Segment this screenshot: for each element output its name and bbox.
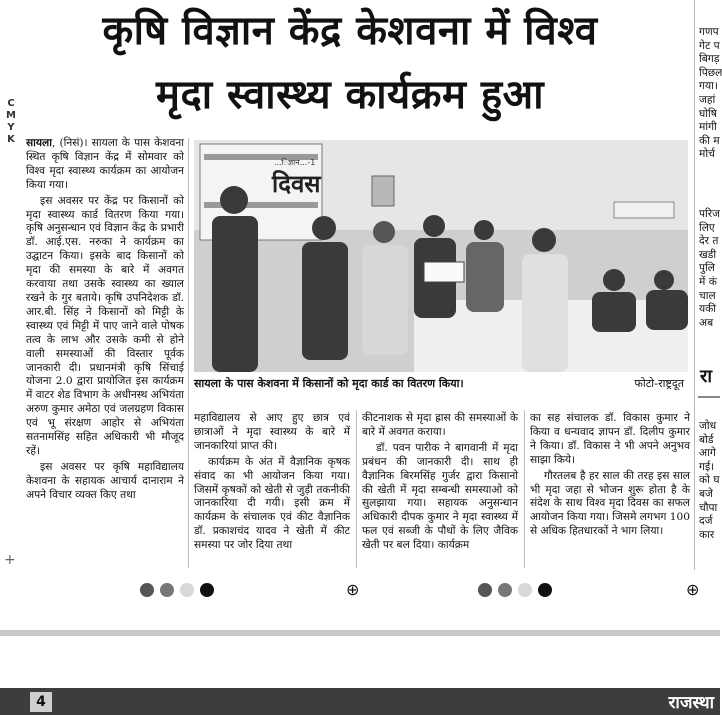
body-paragraph: डॉ. पवन पारीक ने बागवानी में मृदा प्रबंधन की जानकारी दी। साथ ही वैज्ञानिक बिरमसिंह गुर्जर द्वारा किसानो की खेती में मृदा सम्बन्धी समस्याओ को सुलझाया गया। सहायक अनुसन्धान अधिकारी दीपक कुमार ने मृदा स्वास्थ्य में फल एवं सब्जी के पौधों के लिए जैविक खेती पर बल दिया। कार्यक्रम: [362, 441, 518, 552]
crosshair-icon: ⊕: [346, 580, 360, 599]
body-paragraph: का सह संचालक डॉ. विकास कुमार ने किया व धन्यवाद ज्ञापन डॉ. दिलीप कुमार ने किया। डॉ. विकास ने भी अपने अनुभव साझा किये।: [530, 412, 690, 466]
article-column-2: [194, 412, 350, 555]
fragment-line: जोध: [699, 420, 717, 432]
fragment-line: को घ: [699, 474, 720, 487]
fragment-line: बोर्ड: [699, 433, 714, 446]
fragment-line: यकी: [699, 303, 717, 316]
adjacent-story-heading: रा: [700, 366, 713, 387]
footer-bar: [0, 688, 720, 715]
lead-text: , (निसं)। सायला के पास केशवना स्थित कृषि विज्ञान केंद्र में सोमवार को विश्व मृदा स्वास्थ्य कार्यक्रम का आयोजन किया गया।: [26, 137, 184, 191]
page-number: 4: [30, 692, 52, 712]
adjacent-story-middle: [699, 208, 720, 330]
fragment-line: घोषि: [699, 107, 717, 120]
color-dots-right: [478, 582, 558, 598]
column-rule: [188, 138, 189, 568]
adjacent-rule: [698, 396, 720, 398]
fragment-line: में कं: [699, 275, 717, 288]
color-dots-left: [140, 582, 220, 598]
fragment-line: आगे: [699, 447, 716, 460]
fragment-line: परिज: [699, 208, 720, 220]
fragment-line: गेट प: [699, 39, 720, 52]
body-paragraph: कीटनाशक से मृदा ह्रास की समस्याओं के बारे में अवगत कराया।: [362, 412, 518, 438]
photo-credit: फोटो-राष्ट्रदूत: [634, 377, 684, 390]
dot-icon: [160, 583, 174, 597]
reg-y: Y: [7, 122, 15, 133]
fragment-line: चौपा: [699, 501, 718, 514]
footer-section-name: राजस्था: [668, 693, 714, 713]
column-rule: [356, 410, 357, 568]
fragment-line: चाल: [699, 289, 716, 302]
fragment-line: मोर्च: [699, 148, 715, 161]
fragment-line: पुलि: [699, 262, 715, 275]
dot-icon: [478, 583, 492, 597]
fragment-line: की म: [699, 134, 720, 147]
dot-icon: [498, 583, 512, 597]
page-gutter-rule: [0, 630, 720, 636]
dot-icon: [140, 583, 154, 597]
fragment-line: गणप: [699, 26, 719, 38]
fragment-line: दर्ज: [699, 515, 713, 528]
photo-caption-bar: [194, 374, 688, 394]
body-paragraph: गौरतलब है हर साल की तरह इस साल भी मृदा जहा से भोजन शुरू होता है के संदेश के साथ विश्व मृदा दिवस का सफल आयोजन किया गया। जिसमे लगभग 100 से अधिक हितधारकों ने भाग लिया।: [530, 469, 690, 538]
reg-m: M: [6, 110, 16, 121]
article-column-1: [26, 137, 184, 505]
column-rule: [694, 0, 695, 570]
fragment-line: जहां: [699, 93, 716, 106]
body-paragraph: इस अवसर पर कृषि महाविद्यालय केशवना के सहायक आचार्य दानाराम ने अपने विचार व्यक्त किए तथा: [26, 460, 184, 501]
event-photo: [194, 140, 688, 372]
article-column-3: [362, 412, 518, 555]
fragment-line: लिए: [699, 221, 715, 234]
dot-icon: [518, 583, 532, 597]
reg-c: C: [7, 98, 15, 109]
photo-caption: सायला के पास केशवना में किसानों को मृदा कार्ड का वितरण किया।: [194, 377, 464, 390]
body-paragraph: महाविद्यालय से आए हुए छात्र एवं छात्राओं ने मृदा स्वास्थ्य के बारे में जानकारियां प्राप्त की।: [194, 412, 350, 452]
lead-paragraph: [26, 137, 184, 193]
dot-icon: [538, 583, 552, 597]
fragment-line: अब: [699, 316, 714, 329]
fragment-line: कार: [699, 528, 715, 541]
body-paragraph: इस अवसर पर केंद्र पर किसानों को मृदा स्वास्थ्य कार्ड वितरण किया गया। कृषि अनुसन्धान एवं विज्ञान केंद्र के प्रभारी डॉ. आई.एस. नरुका ने कार्यक्रम का उद्घाटन किया। इसके बाद किसानों को मृदा की समस्या के बारे में अवगत करवाया तथा उसके स्वास्थ्य का ख्याल रखने के गुर बताये। कृषि उपनिदेशक डॉ. आर.बी. सिंह ने किसानों को मिट्टी के स्वास्थ्य एवं मिट्टी में पाए जाने वाले पोषक तत्व के लाभ और उसके कमी से होने वाली समस्याओं की विस्तार पूर्वक जानकारी दी। प्रधानमंत्री कृषि सिंचाई योजना 2.0 द्वारा प्रायोजित इस कार्यक्रम में वाटर शेड विभाग के अधीनस्थ अभियंता अरुण कुमार अमेठा एवं जलग्रहण विकास एवं भू संरक्षण आहोर से अभियंता सतनामसिंह सहित अधिकारी भी मौजूद रहें।: [26, 194, 184, 457]
banner-text: दिवस: [272, 170, 321, 198]
cmyk-registration: [4, 98, 18, 146]
fragment-line: गई।: [699, 460, 715, 473]
reg-k: K: [7, 134, 15, 145]
dot-icon: [200, 583, 214, 597]
adjacent-story-top: [699, 26, 720, 162]
article-column-4: [530, 412, 690, 541]
crop-mark-icon: +: [4, 552, 16, 568]
headline-line-2: मृदा स्वास्थ्य कार्यक्रम हुआ: [156, 72, 544, 118]
column-rule: [524, 410, 525, 568]
fragment-line: गया।: [699, 80, 718, 93]
photo-illustration: [194, 140, 688, 372]
headline-line-1: कृषि विज्ञान केंद्र केशवना में विश्व: [102, 8, 598, 54]
fragment-line: देर त: [699, 235, 719, 248]
fragment-line: मांगी: [699, 121, 717, 134]
fragment-line: बिगड़: [699, 53, 720, 66]
banner-small-text: ...िज्ञान...-1: [274, 158, 316, 167]
fragment-line: पिछल: [699, 66, 722, 79]
dot-icon: [180, 583, 194, 597]
adjacent-story-bottom: [699, 420, 720, 542]
dateline: सायला: [26, 137, 52, 149]
body-paragraph: कार्यक्रम के अंत में वैज्ञानिक कृषक संवाद का भी आयोजन किया गया। जिसमें कृषकों को खेती से जुड़ी तकनीकी जानकारिया दी गयी। इसी क्रम में कार्यक्रम के संचालक एवं कीट वैज्ञानिक डॉ. प्रकाशचंद यादव ने खेती में कीट समस्या पर जोर दिया तथा: [194, 455, 350, 552]
fragment-line: खडी: [699, 248, 717, 261]
crosshair-icon: ⊕: [686, 580, 700, 599]
fragment-line: बजे: [699, 487, 713, 500]
